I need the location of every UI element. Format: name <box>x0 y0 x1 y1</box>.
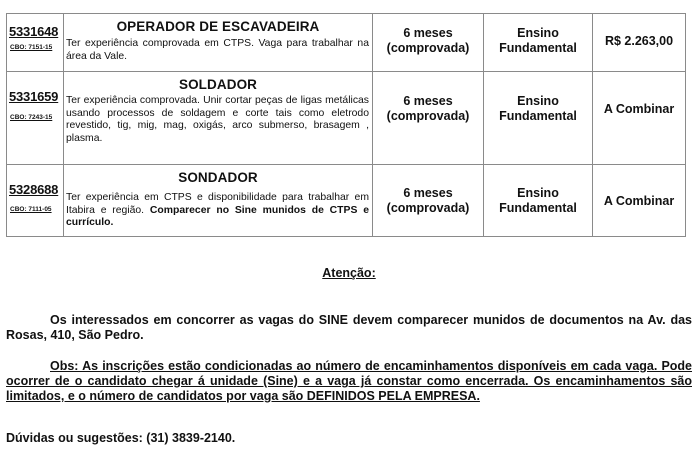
education-cell <box>484 14 593 72</box>
job-code: 5331648 <box>9 24 59 39</box>
job-description-bold: Comparecer no Sine munidos de CTPS e currículo. <box>66 204 369 229</box>
experience-duration: 6 meses <box>403 26 453 40</box>
job-description-text: Ter experiência em CTPS e disponibilidade para trabalhar em Itabira e região. <box>66 192 369 216</box>
contact-line: Dúvidas ou sugestões: (31) 3839-2140. <box>6 431 236 445</box>
cbo-code: CBO: 7111-05 <box>10 206 52 213</box>
education-level-line1: Ensino <box>517 26 559 40</box>
salary-value: A Combinar <box>603 194 675 208</box>
job-code-cell <box>7 14 64 72</box>
observation-paragraph: Obs: As inscrições estão condicionadas ao número de encaminhamentos disponíveis em cada vaga. Pode ocorrer de o candidato chegar á unidade (Sine) e a vaga já constar como encerrada. Os encaminhamentos são limitados, e o número de candidatos por vaga são DEFINIDOS PELA EMPRESA. <box>6 359 692 403</box>
salary-value: R$ 2.263,00 <box>604 34 674 48</box>
job-code-cell <box>7 72 64 165</box>
attention-heading: Atenção: <box>322 266 376 280</box>
education-cell <box>484 165 593 237</box>
salary-cell <box>593 165 686 237</box>
job-row <box>7 165 686 237</box>
job-description-text: Ter experiência comprovada em CTPS. Vaga para trabalhar na área da Vale. <box>66 38 369 62</box>
job-row <box>7 72 686 165</box>
job-description <box>64 192 372 230</box>
salary-cell <box>593 72 686 165</box>
salary-value: A Combinar <box>603 102 675 116</box>
job-code: 5328688 <box>9 182 59 197</box>
cbo-code: CBO: 7243-15 <box>10 114 53 121</box>
experience-proof: (comprovada) <box>386 41 470 55</box>
job-code: 5331659 <box>9 89 59 104</box>
job-description <box>64 38 372 63</box>
salary-cell <box>593 14 686 72</box>
experience-duration: 6 meses <box>403 94 453 108</box>
experience-duration: 6 meses <box>403 186 453 200</box>
job-description-cell <box>64 14 373 72</box>
job-title: SONDADOR <box>178 170 258 185</box>
education-level-line1: Ensino <box>517 94 559 108</box>
experience-cell <box>373 14 484 72</box>
job-code-cell <box>7 165 64 237</box>
job-description <box>64 95 372 145</box>
cbo-code: CBO: 7151-15 <box>10 44 53 51</box>
job-description-cell <box>64 165 373 237</box>
job-listings-table <box>6 13 686 237</box>
job-title: SOLDADOR <box>178 77 258 92</box>
job-row <box>7 14 686 72</box>
instructions-paragraph: Os interessados em concorrer as vagas do SINE devem comparecer munidos de documentos na Av. das Rosas, 410, São Pedro. <box>6 313 692 342</box>
education-level-line2: Fundamental <box>499 109 577 123</box>
job-title: OPERADOR DE ESCAVADEIRA <box>116 19 320 34</box>
experience-proof: (comprovada) <box>386 109 470 123</box>
education-level-line2: Fundamental <box>499 201 577 215</box>
job-description-text: Ter experiência comprovada. Unir cortar peças de ligas metálicas usando processos de soldagem e corte tais como eletrodo revestido, tig, mig, mag, oxigás, arco submerso, brasagem , plasma. <box>66 95 369 144</box>
education-level-line1: Ensino <box>517 186 559 200</box>
experience-proof: (comprovada) <box>386 201 470 215</box>
experience-cell <box>373 165 484 237</box>
education-level-line2: Fundamental <box>499 41 577 55</box>
education-cell <box>484 72 593 165</box>
experience-cell <box>373 72 484 165</box>
job-description-cell <box>64 72 373 165</box>
